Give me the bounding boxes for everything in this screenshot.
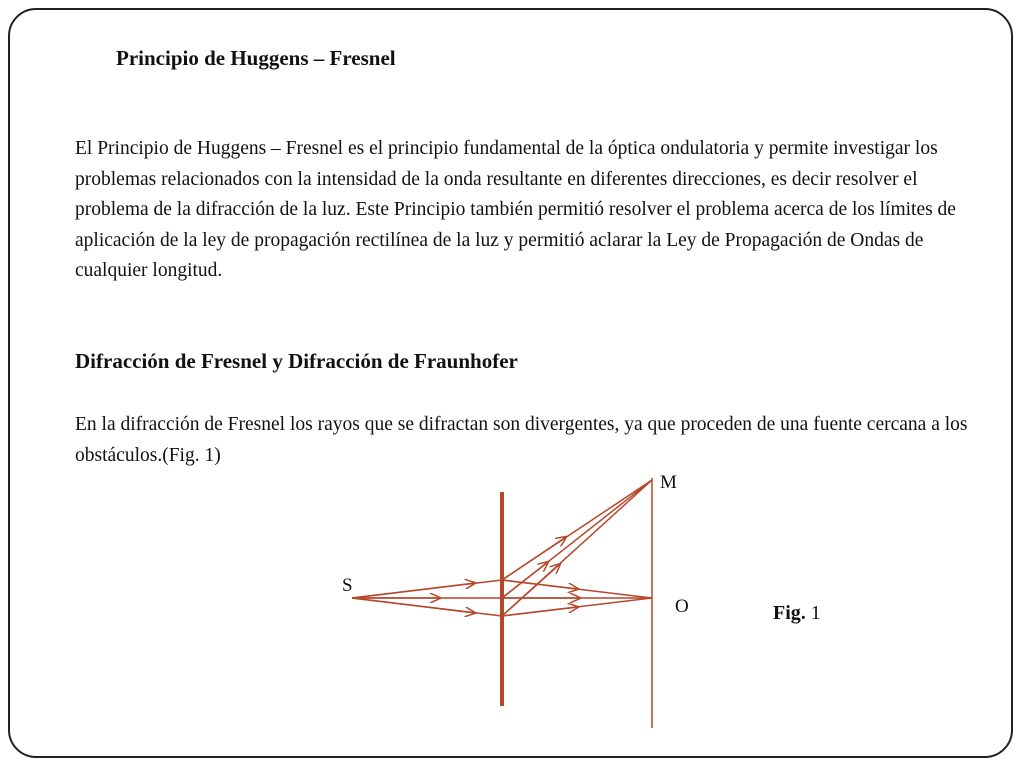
ray-lower-to-o-arrow xyxy=(502,607,578,616)
intro-paragraph: El Principio de Huggens – Fresnel es el principio fundamental de la óptica ondulatoria y permite investigar los problemas relacionados con la intensidad de la onda resultante en diferentes direcciones, es decir resolver el problema de la difracción de la luz. Este Principio también permitió resolver el problema acerca de los límites de aplicación de la ley de propagación rectilínea de la luz y permitió aclarar la Ley de Propagación de Ondas de cualquier longitud. xyxy=(75,138,956,282)
ray-source-lower-arrow xyxy=(352,598,475,613)
label-top: M xyxy=(660,472,677,493)
rays-to-center xyxy=(502,580,652,616)
label-center: O xyxy=(675,596,689,617)
figure-caption-number: 1 xyxy=(805,602,821,624)
ray-source-upper-arrow xyxy=(352,583,475,598)
figure-caption xyxy=(773,602,821,625)
slide-title: Principio de Huggens – Fresnel xyxy=(116,46,396,70)
section-subtitle: Difracción de Fresnel y Difracción de Fraunhofer xyxy=(75,349,518,373)
source-rays xyxy=(352,580,502,616)
figure-caption-prefix: Fig. xyxy=(773,602,806,624)
label-source: S xyxy=(342,575,353,596)
fresnel-paragraph: En la difracción de Fresnel los rayos que se difractan son divergentes, ya que proceden de una fuente cercana a los obstáculos.(Fig. 1) xyxy=(75,414,968,466)
ray-lower-to-m-arrow xyxy=(502,564,560,616)
